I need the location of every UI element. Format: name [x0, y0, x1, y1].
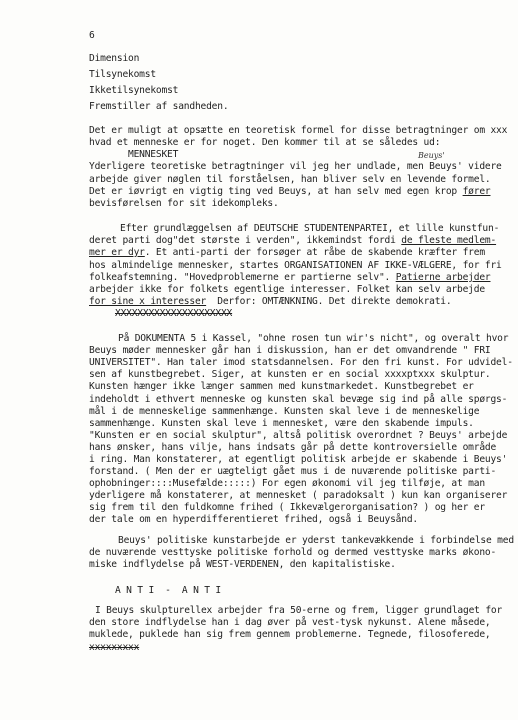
paragraph-line: Beuys møder mennesker går han i diskussion, han er det omvandrende " FRI [89, 345, 491, 356]
intro-line: Tilsynekomst [89, 69, 156, 80]
paragraph-line: der tale om en hyperdifferentieret frihed, også i Beuysånd. [89, 514, 418, 525]
paragraph-line: Det er iøvrigt en vigtig ting ved Beuys, at han selv med egen krop fører [89, 186, 491, 197]
paragraph-line: ophobninger::::Musefælde:::::) For egen økonomi vil jeg tilføje, at man [89, 478, 485, 489]
paragraph-line: for sine x interesser Derfor: OMTÆNKNING. Det direkte demokrati. [89, 296, 452, 307]
paragraph-line: hans ønsker, hans vilje, hans indsats går på dette kontroversielle område [89, 442, 497, 453]
handwritten-note: Beuys' [418, 151, 445, 160]
paragraph-line: muklede, puklede han sig frem gennem problemerne. Tegnede, filosoferede, [89, 629, 491, 640]
paragraph-line: yderligere må konstaterer, at mennesket ( paradoksalt ) kun kan organiserer [89, 490, 508, 501]
paragraph-line: indeholdt i ethvert menneske og kunsten skal bevæge sig ind på alle spørgs- [89, 394, 508, 405]
intro-line: Ikketilsynekomst [89, 85, 179, 96]
intro-line: Fremstiller af sandheden. [89, 101, 229, 112]
paragraph-line: xxxxxxxxx [89, 642, 140, 653]
paragraph-line: "Kunsten er en social skulptur", altså politisk overordnet ? Beuys' arbejde [89, 430, 508, 441]
paragraph-line: Beuys' politiske kunstarbejde er yderst tankevækkende i forbindelse med [118, 535, 514, 546]
paragraph-line: bevisførelsen for sit idekompleks. [89, 198, 279, 209]
paragraph-line: UNIVERSITET". Han taler imod statsdannelsen. For den fri kunst. For udvidel- [89, 357, 513, 368]
paragraph-line: Yderligere teoretiske betragtninger vil jeg her undlade, men Beuys' videre [89, 161, 502, 172]
page-number: 6 [89, 30, 95, 41]
paragraph-line: sen af kunstbegrebet. Siger, at kunsten er en social xxxxptxxx skulptur. [89, 369, 491, 380]
paragraph-line: Kunsten hænger ikke længer sammen med kunstmarkedet. Kunstbegrebet er [89, 381, 474, 392]
paragraph-line: sig frem til den fuldkomne frihed ( Ikkevælgerorganisation? ) og her er [89, 502, 485, 513]
paragraph-line: mer er dyr. Et anti-parti der forsøger at råbe de skabende kræfter frem [89, 247, 485, 258]
paragraph-line: de nuværende vesttyske politiske forhold og dermed vesttyske marks økono- [89, 547, 497, 558]
paragraph-line: deret parti dog"det største i verden", ikkemindst fordi de fleste medlem- [89, 235, 497, 246]
heading-anti-anti: A N T I - A N T I [115, 585, 221, 596]
struck-line: XXXXXXXXXXXXXXXXXXXXX [115, 308, 233, 319]
paragraph-line: hvad et menneske er for noget. Den kommer til at se således ud: [89, 137, 441, 148]
paragraph-line: miske indflydelse på WEST-VERDENEN, den kapitalistiske. [89, 559, 396, 570]
paragraph-line: folkeafstemning. "Hovedproblemerne er partierne selv". Patierne arbejder [89, 272, 491, 283]
paragraph-line: i ring. Man konstaterer, at egentligt politisk arbejde er skabende i Beuys' [89, 454, 508, 465]
paragraph-line: arbejder ikke for folkets egentlige interesser. Folket kan selv arbejde [89, 284, 485, 295]
intro-line: Dimension [89, 53, 140, 64]
paragraph-line: forstand. ( Men der er uægteligt gået mus i de nuværende politiske parti- [89, 466, 497, 477]
paragraph-line: I Beuys skulpturellex arbejder fra 50-erne og frem, ligger grundlaget for [95, 605, 503, 616]
paragraph-line: mål i de menneskelige sammenhænge. Kunsten skal leve i de menneskelige [89, 406, 480, 417]
paragraph-line: arbejde giver nøglen til forståelsen, han bliver selv en levende formel. [89, 174, 491, 185]
paragraph-line: Det er muligt at opsætte en teoretisk formel for disse betragtninger om xxx [89, 125, 508, 136]
paragraph-line: sammenhænge. Kunsten skal leve i mennesket, være den skabende impuls. [89, 418, 474, 429]
paragraph-line: På DOKUMENTA 5 i Kassel, "ohne rosen tun wir's nicht", og overalt hvor [118, 333, 509, 344]
paragraph-line: Efter grundlæggelsen af DEUTSCHE STUDENTENPARTEI, et lille kunstfun- [120, 223, 500, 234]
paragraph-line: hos almindelige mennesker, startes ORGANISATIONEN AF IKKE-VÆLGERE, for fri [89, 260, 502, 271]
heading-mennesket: MENNESKET [128, 149, 179, 160]
paragraph-line: den store indflydelse han i dag øver på vest-tysk nykunst. Alene måsede, [89, 617, 491, 628]
